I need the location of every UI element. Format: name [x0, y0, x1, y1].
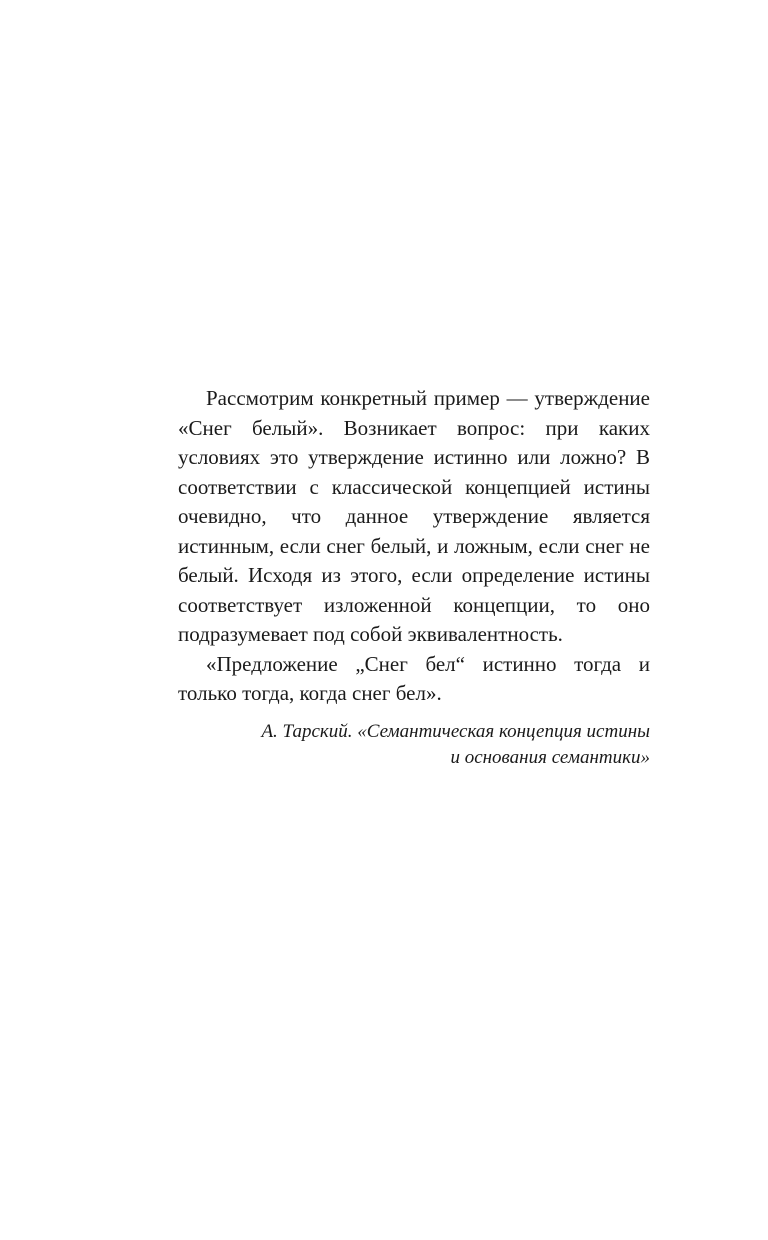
attribution-line-2: и основания семантики» [450, 746, 650, 768]
attribution [178, 719, 650, 771]
attribution-line-1: А. Тарский. «Семантическая концепция истины [261, 720, 650, 742]
paragraph-1: Рассмотрим конкретный пример — утверждение «Снег белый». Возникает вопрос: при каких условиях это утверждение истинно или ложно? В соответствии с классической концепцией истины очевидно, что данное утверждение является истинным, если снег белый, и ложным, если снег не белый. Исходя из этого, если определение истины соответствует изложенной концепции, то оно подразумевает под собой эквивалентность. [178, 386, 650, 646]
paragraph-2: «Предложение „Снег бел“ истинно тогда и только тогда, когда снег бел». [178, 651, 650, 705]
text-block [178, 384, 650, 771]
